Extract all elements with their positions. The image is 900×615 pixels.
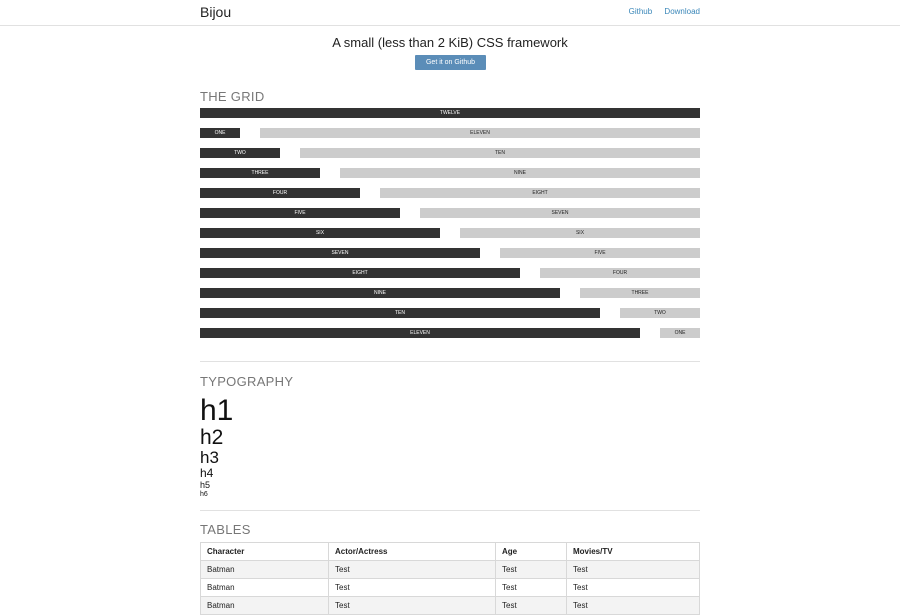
table-header-row bbox=[201, 543, 700, 561]
grid-column: FOUR bbox=[200, 188, 360, 198]
grid-row bbox=[200, 288, 700, 298]
grid-row bbox=[200, 308, 700, 318]
grid-column: ELEVEN bbox=[260, 128, 700, 138]
divider bbox=[200, 361, 700, 362]
table-row bbox=[201, 597, 700, 615]
nav-link-download[interactable]: Download bbox=[664, 7, 700, 16]
table-cell: Test bbox=[567, 561, 700, 579]
grid-column: SIX bbox=[200, 228, 440, 238]
table-cell: Test bbox=[329, 579, 496, 597]
grid-row bbox=[200, 228, 700, 238]
grid-row bbox=[200, 148, 700, 158]
table-cell: Test bbox=[496, 597, 567, 615]
grid-row bbox=[200, 328, 700, 338]
table-cell: Batman bbox=[201, 561, 329, 579]
heading-h2: h2 bbox=[200, 426, 224, 449]
heading-h4: h4 bbox=[200, 466, 214, 480]
grid-row bbox=[200, 248, 700, 258]
typography-section-title: TYPOGRAPHY bbox=[200, 374, 294, 389]
grid-column: SEVEN bbox=[420, 208, 700, 218]
grid-column: THREE bbox=[580, 288, 700, 298]
nav-link-github[interactable]: Github bbox=[628, 7, 653, 16]
grid-column: TEN bbox=[200, 308, 600, 318]
brand-logo[interactable]: Bijou bbox=[200, 4, 232, 20]
grid-column: ONE bbox=[660, 328, 700, 338]
grid-section bbox=[200, 89, 700, 336]
grid-row bbox=[200, 208, 700, 218]
tables-section-title: TABLES bbox=[200, 522, 251, 537]
heading-h6: h6 bbox=[200, 491, 208, 498]
grid-column: EIGHT bbox=[200, 268, 520, 278]
grid-row bbox=[200, 268, 700, 278]
grid-column: FIVE bbox=[200, 208, 400, 218]
grid-column: SIX bbox=[460, 228, 700, 238]
table-header-cell: Actor/Actress bbox=[329, 543, 496, 561]
table-cell: Test bbox=[329, 597, 496, 615]
grid-column: THREE bbox=[200, 168, 320, 178]
table-header-cell: Movies/TV bbox=[567, 543, 700, 561]
github-button[interactable]: Get it on Github bbox=[415, 55, 486, 70]
grid-column: FIVE bbox=[500, 248, 700, 258]
characters-table bbox=[200, 542, 700, 615]
grid-row bbox=[200, 108, 700, 118]
grid-column: NINE bbox=[340, 168, 700, 178]
grid-column: ONE bbox=[200, 128, 240, 138]
hero-title: A small (less than 2 KiB) CSS framework bbox=[332, 35, 568, 50]
table-cell: Batman bbox=[201, 597, 329, 615]
grid-column: TEN bbox=[300, 148, 700, 158]
grid-column: TWO bbox=[620, 308, 700, 318]
table-cell: Test bbox=[567, 597, 700, 615]
table-row bbox=[201, 579, 700, 597]
table-cell: Test bbox=[329, 561, 496, 579]
nav-links bbox=[619, 7, 700, 16]
tables-section bbox=[200, 522, 700, 610]
table-cell: Test bbox=[567, 579, 700, 597]
heading-h5: h5 bbox=[200, 480, 211, 490]
table-cell: Test bbox=[496, 561, 567, 579]
grid-column: TWO bbox=[200, 148, 280, 158]
grid-column: ELEVEN bbox=[200, 328, 640, 338]
table-cell: Batman bbox=[201, 579, 329, 597]
grid-row bbox=[200, 128, 700, 138]
grid-section-title: THE GRID bbox=[200, 89, 265, 104]
typography-section bbox=[200, 374, 700, 504]
grid-column: SEVEN bbox=[200, 248, 480, 258]
grid-row bbox=[200, 188, 700, 198]
table-row bbox=[201, 561, 700, 579]
grid-column: EIGHT bbox=[380, 188, 700, 198]
grid-row bbox=[200, 168, 700, 178]
table-header-cell: Character bbox=[201, 543, 329, 561]
table-header-cell: Age bbox=[496, 543, 567, 561]
divider bbox=[200, 510, 700, 511]
navbar bbox=[0, 0, 900, 26]
heading-h3: h3 bbox=[200, 448, 219, 467]
grid-column: NINE bbox=[200, 288, 560, 298]
heading-h1: h1 bbox=[200, 394, 234, 427]
grid-column: FOUR bbox=[540, 268, 700, 278]
table-cell: Test bbox=[496, 579, 567, 597]
grid-column: TWELVE bbox=[200, 108, 700, 118]
